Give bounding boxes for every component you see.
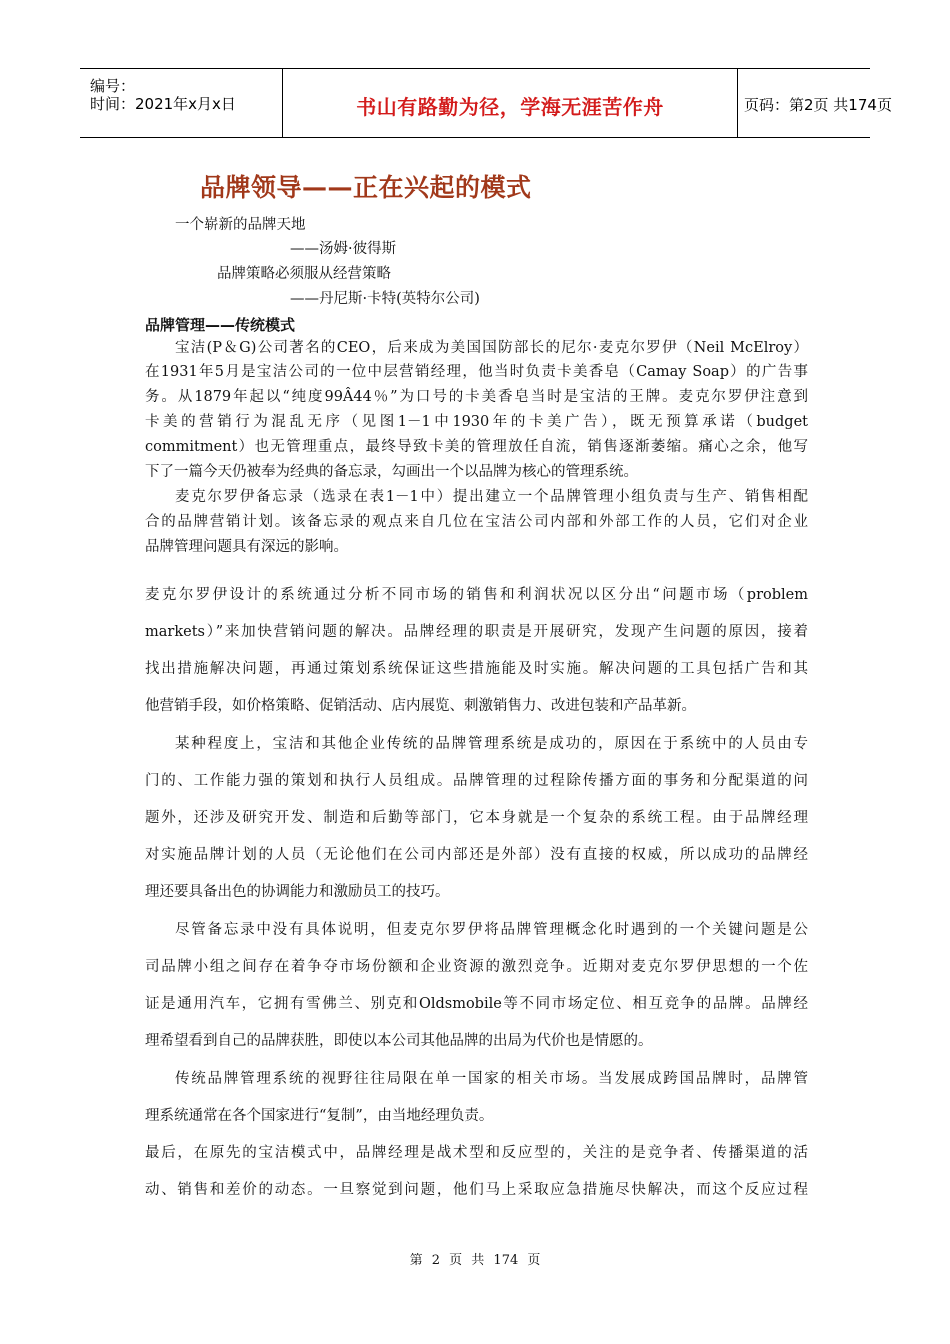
epigraph-quote-1: 一个崭新的品牌天地: [175, 217, 306, 233]
body-line: 合的品牌营销计划。该备忘录的观点来自几位在宝洁公司内部和外部工作的人员，它们对企业: [145, 514, 808, 530]
page-header: [80, 68, 892, 138]
header-page-cell: [736, 69, 892, 137]
body-line: 传统品牌管理系统的视野往往局限在单一国家的相关市场。当发展成跨国品牌时，品牌管: [175, 1071, 808, 1087]
section-title: 品牌管理——传统模式: [145, 316, 296, 334]
body-line: 题外，还涉及研究开发、制造和后勤等部门，它本身就是一个复杂的系统工程。由于品牌经理: [145, 810, 808, 826]
body-line: 动、销售和差价的动态。一旦察觉到问题，他们马上采取应急措施尽快解决，而这个反应过程: [145, 1182, 808, 1198]
body-line: 司品牌小组之间存在着争夺市场份额和企业资源的激烈竞争。近期对麦克尔罗伊思想的一个佐: [145, 959, 808, 975]
page-footer: 第 2 页 共 174 页: [409, 1253, 541, 1268]
body-line: 尽管备忘录中没有具体说明，但麦克尔罗伊将品牌管理概念化时遇到的一个关键问题是公: [175, 922, 808, 938]
body-line: 最后，在原先的宝洁模式中，品牌经理是战术型和反应型的，关注的是竞争者、传播渠道的活: [145, 1145, 808, 1161]
body-line: 麦克尔罗伊设计的系统通过分析不同市场的销售和利润状况以区分出“问题市场（problem: [145, 587, 808, 603]
body-line: 理希望看到自己的品牌获胜，即使以本公司其他品牌的出局为代价也是情愿的。: [145, 1033, 653, 1049]
header-meta-cell: [80, 69, 282, 137]
body-line: 找出措施解决问题，再通过策划系统保证这些措施能及时实施。解决问题的工具包括广告和其: [145, 661, 808, 677]
body-line: 下了一篇今天仍被奉为经典的备忘录，勾画出一个以品牌为核心的管理系统。: [145, 464, 638, 480]
body-line: 理系统通常在各个国家进行“复制”，由当地经理负责。: [145, 1108, 494, 1124]
body-line: commitment）也无管理重点，最终导致卡美的管理放任自流，销售逐渐萎缩。痛心之余，他写: [145, 439, 808, 455]
body-line: 务。从1879年起以“纯度99Â44％”为口号的卡美香皂当时是宝洁的王牌。麦克尔罗伊注意到: [145, 389, 808, 405]
header-motto: 书山有路勤为径，学海无涯苦作舟: [356, 95, 664, 119]
body-line: markets）”来加快营销问题的解决。品牌经理的职责是开展研究，发现产生问题的原因，接着: [145, 624, 808, 640]
body-line: 在1931年5月是宝洁公司的一位中层营销经理，他当时负责卡美香皂（Camay Soap）的广告事: [145, 364, 808, 380]
body-line: 品牌管理问题具有深远的影响。: [145, 539, 348, 555]
body-line: 某种程度上，宝洁和其他企业传统的品牌管理系统是成功的，原因在于系统中的人员由专: [175, 736, 808, 752]
body-line: 对实施品牌计划的人员（无论他们在公司内部还是外部）没有直接的权威，所以成功的品牌经: [145, 847, 808, 863]
document-title: 品牌领导——正在兴起的模式: [200, 173, 532, 202]
body-line: 证是通用汽车，它拥有雪佛兰、别克和Oldsmobile等不同市场定位、相互竞争的品牌。品牌经: [145, 996, 808, 1012]
document-code-label: 编号：: [90, 77, 136, 95]
body-line: 门的、工作能力强的策划和执行人员组成。品牌管理的过程除传播方面的事务和分配渠道的问: [145, 773, 808, 789]
header-motto-cell: [282, 69, 738, 137]
epigraph-author-2: ——丹尼斯·卡特(英特尔公司): [290, 291, 480, 307]
header-page-info: 页码：第2页 共174页: [744, 96, 892, 114]
document-time-label: 时间：2021年x月x日: [90, 95, 236, 113]
body-line: 卡美的营销行为混乱无序（见图1－1中1930年的卡美广告），既无预算承诺（budget: [145, 414, 808, 430]
body-line: 理还要具备出色的协调能力和激励员工的技巧。: [145, 884, 450, 900]
body-line: 他营销手段，如价格策略、促销活动、店内展览、刺激销售力、改进包装和产品革新。: [145, 698, 696, 714]
body-line: 宝洁(P＆G)公司著名的CEO，后来成为美国国防部长的尼尔·麦克尔罗伊（Neil McElroy）: [175, 340, 808, 356]
epigraph-author-1: ——汤姆·彼得斯: [290, 241, 397, 257]
body-line: 麦克尔罗伊备忘录（选录在表1－1中）提出建立一个品牌管理小组负责与生产、销售相配: [175, 489, 808, 505]
epigraph-quote-2: 品牌策略必须服从经营策略: [217, 266, 391, 282]
